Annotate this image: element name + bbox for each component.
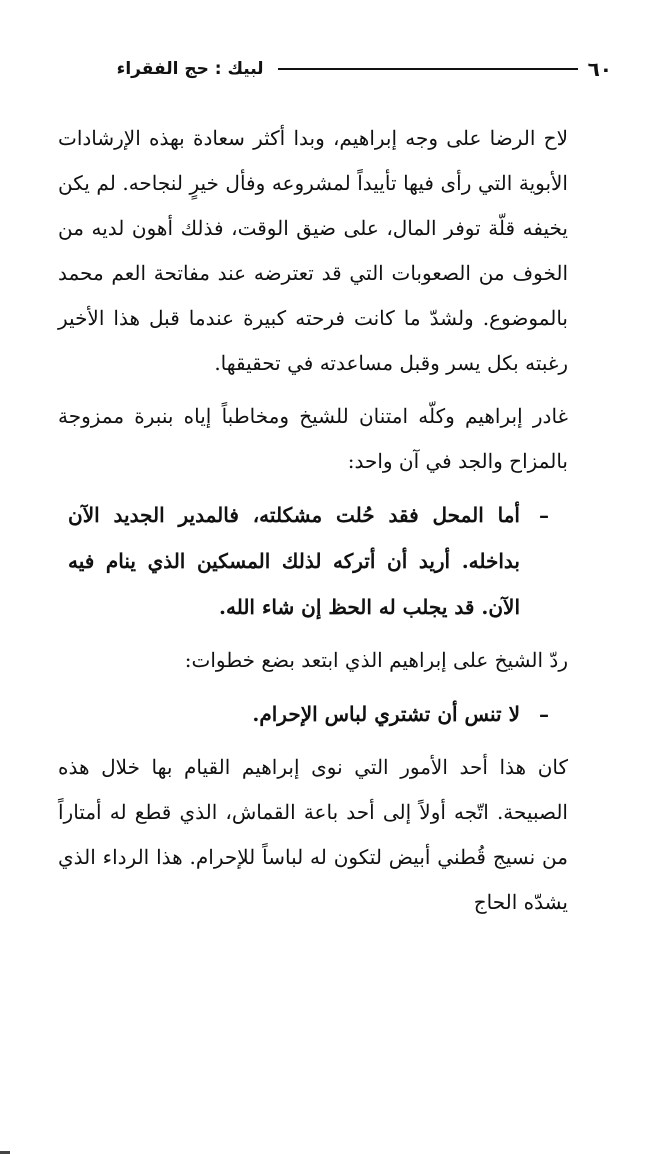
header-rule	[278, 68, 578, 70]
dialogue-text-1: أما المحل فقد حُلت مشكلته، فالمدير الجديد الآن بداخله. أريد أن أتركه لذلك المسكين الذي ينام فيه الآن. قد يجلب له الحظ إن شاء الله.	[68, 503, 520, 619]
book-title: لبيك : حج الفقراء	[116, 59, 264, 79]
paragraph-4: كان هذا أحد الأمور التي نوى إبراهيم القيام بها خلال هذه الصبيحة. اتّجه أولاً إلى أحد باعة القماش، الذي قطع له أمتاراً من نسيج قُطني أبيض لتكون له لباساً للإحرام. هذا الرداء الذي يشدّه الحاج	[58, 755, 568, 914]
dialogue-dash: –	[539, 503, 549, 527]
paragraph-1: لاح الرضا على وجه إبراهيم، وبدا أكثر سعادة بهذه الإرشادات الأبوية التي رأى فيها تأييداً لمشروعه وفأل خيرٍ لنجاحه. لم يكن يخيفه قلّة توفر المال، على ضيق الوقت، فذلك أهون لديه من الخوف من الصعوبات التي قد تعترضه عند مفاتحة العم محمد بالموضوع. ولشدّ ما كانت فرحته كبيرة عندما قبل هذا الأخير رغبته بكل يسر وقبل مساعدته في تحقيقها.	[58, 126, 568, 375]
body-text	[58, 116, 568, 925]
page-number: ٦٠	[587, 57, 612, 81]
paragraph-2: غادر إبراهيم وكلّه امتنان للشيخ ومخاطباً إياه بنبرة ممزوجة بالمزاح والجد في آن واحد:	[58, 404, 568, 473]
paragraph-3: ردّ الشيخ على إبراهيم الذي ابتعد بضع خطوات:	[184, 648, 568, 672]
running-header	[40, 52, 612, 86]
dialogue-text-2: لا تنس أن تشتري لباس الإحرام.	[252, 702, 520, 726]
dialogue-quote-2	[58, 691, 568, 737]
dialogue-dash: –	[539, 702, 549, 726]
dialogue-quote-1	[58, 492, 568, 630]
